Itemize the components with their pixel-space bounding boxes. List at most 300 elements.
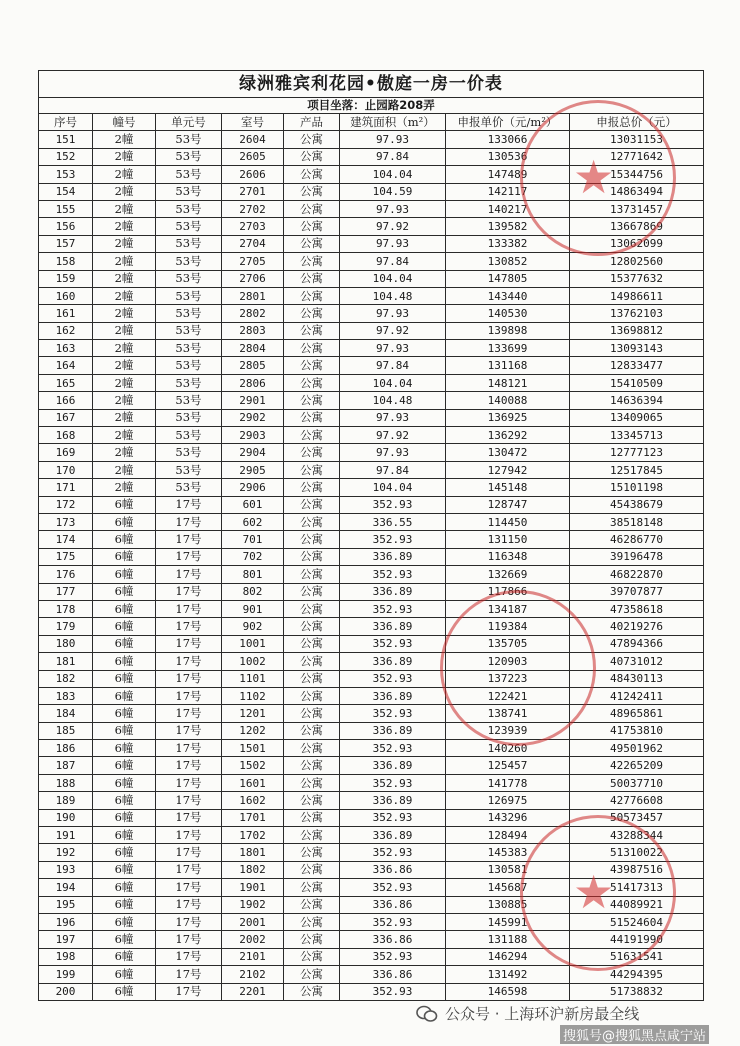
table-cell: 104.48 — [340, 392, 446, 409]
table-cell: 1001 — [222, 635, 284, 652]
table-cell: 167 — [39, 409, 93, 426]
table-cell: 公寓 — [284, 531, 340, 548]
table-cell: 53号 — [156, 374, 222, 391]
table-cell: 175 — [39, 548, 93, 565]
table-cell: 2幢 — [93, 270, 156, 287]
table-cell: 45438679 — [570, 496, 704, 513]
table-cell: 6幢 — [93, 896, 156, 913]
table-cell: 163 — [39, 340, 93, 357]
table-cell: 183 — [39, 687, 93, 704]
table-cell: 140530 — [446, 305, 570, 322]
table-cell: 352.93 — [340, 879, 446, 896]
table-cell: 43987516 — [570, 861, 704, 878]
table-row — [39, 409, 704, 426]
table-cell: 97.84 — [340, 148, 446, 165]
table-cell: 公寓 — [284, 844, 340, 861]
table-cell: 公寓 — [284, 548, 340, 565]
table-cell: 41753810 — [570, 722, 704, 739]
table-cell: 公寓 — [284, 166, 340, 183]
table-row — [39, 253, 704, 270]
table-cell: 公寓 — [284, 827, 340, 844]
table-cell: 130581 — [446, 861, 570, 878]
table-cell: 12517845 — [570, 461, 704, 478]
table-cell: 147805 — [446, 270, 570, 287]
table-cell: 2幢 — [93, 183, 156, 200]
table-row — [39, 740, 704, 757]
table-cell: 155 — [39, 200, 93, 217]
table-cell: 14863494 — [570, 183, 704, 200]
table-cell: 6幢 — [93, 705, 156, 722]
table-cell: 公寓 — [284, 618, 340, 635]
table-cell: 2幢 — [93, 305, 156, 322]
table-cell: 公寓 — [284, 653, 340, 670]
column-header: 室号 — [222, 114, 284, 131]
table-cell: 2幢 — [93, 148, 156, 165]
table-cell: 104.48 — [340, 287, 446, 304]
table-cell: 50573457 — [570, 809, 704, 826]
table-cell: 13667869 — [570, 218, 704, 235]
table-cell: 171 — [39, 479, 93, 496]
table-cell: 公寓 — [284, 722, 340, 739]
table-cell: 公寓 — [284, 670, 340, 687]
table-cell: 128494 — [446, 827, 570, 844]
table-cell: 49501962 — [570, 740, 704, 757]
table-cell: 126975 — [446, 792, 570, 809]
table-cell: 17号 — [156, 687, 222, 704]
table-cell: 1601 — [222, 774, 284, 791]
table-cell: 2702 — [222, 200, 284, 217]
table-cell: 145991 — [446, 913, 570, 930]
table-cell: 176 — [39, 566, 93, 583]
table-cell: 13062099 — [570, 235, 704, 252]
table-cell: 2905 — [222, 461, 284, 478]
table-cell: 公寓 — [284, 287, 340, 304]
table-cell: 13698812 — [570, 322, 704, 339]
table-cell: 336.86 — [340, 861, 446, 878]
table-cell: 50037710 — [570, 774, 704, 791]
table-cell: 17号 — [156, 913, 222, 930]
table-cell: 6幢 — [93, 583, 156, 600]
table-cell: 40731012 — [570, 653, 704, 670]
table-cell: 352.93 — [340, 948, 446, 965]
table-cell: 13762103 — [570, 305, 704, 322]
table-cell: 123939 — [446, 722, 570, 739]
table-cell: 公寓 — [284, 322, 340, 339]
table-cell: 2606 — [222, 166, 284, 183]
table-cell: 53号 — [156, 427, 222, 444]
table-row — [39, 357, 704, 374]
table-cell: 143296 — [446, 809, 570, 826]
table-cell: 352.93 — [340, 809, 446, 826]
table-cell: 190 — [39, 809, 93, 826]
table-cell: 42776608 — [570, 792, 704, 809]
table-cell: 352.93 — [340, 740, 446, 757]
table-cell: 1702 — [222, 827, 284, 844]
table-cell: 17号 — [156, 827, 222, 844]
table-cell: 53号 — [156, 305, 222, 322]
table-cell: 189 — [39, 792, 93, 809]
table-cell: 公寓 — [284, 635, 340, 652]
table-cell: 196 — [39, 913, 93, 930]
table-cell: 公寓 — [284, 270, 340, 287]
table-cell: 17号 — [156, 600, 222, 617]
table-cell: 17号 — [156, 496, 222, 513]
table-cell: 802 — [222, 583, 284, 600]
table-cell: 公寓 — [284, 148, 340, 165]
table-cell: 97.92 — [340, 218, 446, 235]
table-cell: 53号 — [156, 287, 222, 304]
table-row — [39, 618, 704, 635]
table-cell: 51738832 — [570, 983, 704, 1000]
table-cell: 53号 — [156, 253, 222, 270]
table-cell: 188 — [39, 774, 93, 791]
table-cell: 17号 — [156, 635, 222, 652]
table-cell: 352.93 — [340, 705, 446, 722]
table-cell: 135705 — [446, 635, 570, 652]
table-cell: 17号 — [156, 740, 222, 757]
sohu-watermark: 搜狐号@搜狐黑点咸宁站 — [560, 1025, 709, 1044]
table-row — [39, 287, 704, 304]
table-cell: 公寓 — [284, 392, 340, 409]
table-cell: 公寓 — [284, 879, 340, 896]
table-cell: 901 — [222, 600, 284, 617]
table-cell: 186 — [39, 740, 93, 757]
table-cell: 97.84 — [340, 253, 446, 270]
table-cell: 132669 — [446, 566, 570, 583]
table-cell: 97.93 — [340, 340, 446, 357]
table-cell: 53号 — [156, 479, 222, 496]
table-cell: 131150 — [446, 531, 570, 548]
table-cell: 1501 — [222, 740, 284, 757]
table-cell: 116348 — [446, 548, 570, 565]
table-cell: 6幢 — [93, 861, 156, 878]
table-cell: 352.93 — [340, 983, 446, 1000]
table-cell: 17号 — [156, 983, 222, 1000]
table-cell: 2幢 — [93, 253, 156, 270]
table-row — [39, 566, 704, 583]
table-cell: 184 — [39, 705, 93, 722]
table-cell: 公寓 — [284, 809, 340, 826]
table-cell: 158 — [39, 253, 93, 270]
table-cell: 97.84 — [340, 461, 446, 478]
table-cell: 2幢 — [93, 392, 156, 409]
table-cell: 53号 — [156, 409, 222, 426]
table-cell: 2902 — [222, 409, 284, 426]
table-cell: 43288344 — [570, 827, 704, 844]
table-cell: 2101 — [222, 948, 284, 965]
table-cell: 164 — [39, 357, 93, 374]
table-cell: 336.89 — [340, 548, 446, 565]
table-cell: 336.89 — [340, 827, 446, 844]
table-cell: 130885 — [446, 896, 570, 913]
table-row — [39, 131, 704, 148]
table-row — [39, 809, 704, 826]
table-cell: 6幢 — [93, 983, 156, 1000]
table-cell: 2906 — [222, 479, 284, 496]
table-cell: 6幢 — [93, 722, 156, 739]
table-cell: 336.89 — [340, 618, 446, 635]
table-cell: 1101 — [222, 670, 284, 687]
table-cell: 2幢 — [93, 287, 156, 304]
table-cell: 2903 — [222, 427, 284, 444]
table-cell: 179 — [39, 618, 93, 635]
table-cell: 1901 — [222, 879, 284, 896]
table-cell: 53号 — [156, 270, 222, 287]
table-cell: 133699 — [446, 340, 570, 357]
table-cell: 公寓 — [284, 357, 340, 374]
table-row — [39, 427, 704, 444]
table-cell: 181 — [39, 653, 93, 670]
table-cell: 公寓 — [284, 774, 340, 791]
table-cell: 公寓 — [284, 983, 340, 1000]
table-cell: 97.92 — [340, 322, 446, 339]
table-cell: 公寓 — [284, 461, 340, 478]
table-row — [39, 931, 704, 948]
table-row — [39, 479, 704, 496]
table-cell: 352.93 — [340, 600, 446, 617]
table-cell: 2901 — [222, 392, 284, 409]
table-cell: 53号 — [156, 392, 222, 409]
table-cell: 137223 — [446, 670, 570, 687]
table-cell: 336.89 — [340, 687, 446, 704]
table-row — [39, 966, 704, 983]
table-cell: 17号 — [156, 513, 222, 530]
table-cell: 2201 — [222, 983, 284, 1000]
table-cell: 2704 — [222, 235, 284, 252]
table-cell: 6幢 — [93, 792, 156, 809]
table-cell: 2幢 — [93, 131, 156, 148]
table-cell: 公寓 — [284, 409, 340, 426]
table-cell: 177 — [39, 583, 93, 600]
table-cell: 6幢 — [93, 879, 156, 896]
table-cell: 145383 — [446, 844, 570, 861]
table-row — [39, 183, 704, 200]
table-cell: 2904 — [222, 444, 284, 461]
table-cell: 15344756 — [570, 166, 704, 183]
table-row — [39, 461, 704, 478]
table-cell: 6幢 — [93, 687, 156, 704]
table-cell: 701 — [222, 531, 284, 548]
table-row — [39, 879, 704, 896]
table-cell: 2幢 — [93, 479, 156, 496]
table-cell: 17号 — [156, 948, 222, 965]
table-cell: 13731457 — [570, 200, 704, 217]
table-cell: 185 — [39, 722, 93, 739]
table-cell: 2幢 — [93, 322, 156, 339]
table-cell: 97.93 — [340, 235, 446, 252]
table-cell: 6幢 — [93, 635, 156, 652]
table-cell: 53号 — [156, 357, 222, 374]
table-cell: 1802 — [222, 861, 284, 878]
table-cell: 42265209 — [570, 757, 704, 774]
table-cell: 53号 — [156, 166, 222, 183]
table-cell: 公寓 — [284, 948, 340, 965]
table-cell: 352.93 — [340, 670, 446, 687]
table-cell: 2幢 — [93, 409, 156, 426]
table-cell: 1102 — [222, 687, 284, 704]
table-cell: 97.93 — [340, 409, 446, 426]
table-cell: 97.92 — [340, 427, 446, 444]
table-row — [39, 844, 704, 861]
table-cell: 2604 — [222, 131, 284, 148]
table-cell: 162 — [39, 322, 93, 339]
table-cell: 97.93 — [340, 305, 446, 322]
table-cell: 146294 — [446, 948, 570, 965]
table-cell: 公寓 — [284, 200, 340, 217]
seal-star-icon: ★ — [573, 865, 615, 919]
table-cell: 53号 — [156, 183, 222, 200]
table-cell: 104.04 — [340, 479, 446, 496]
wechat-icon — [415, 1005, 439, 1023]
table-cell: 48430113 — [570, 670, 704, 687]
table-cell: 39196478 — [570, 548, 704, 565]
table-cell: 6幢 — [93, 496, 156, 513]
table-cell: 169 — [39, 444, 93, 461]
table-cell: 194 — [39, 879, 93, 896]
table-cell: 133382 — [446, 235, 570, 252]
table-cell: 200 — [39, 983, 93, 1000]
table-cell: 139898 — [446, 322, 570, 339]
table-cell: 公寓 — [284, 444, 340, 461]
table-cell: 2102 — [222, 966, 284, 983]
table-cell: 352.93 — [340, 774, 446, 791]
table-cell: 182 — [39, 670, 93, 687]
table-cell: 192 — [39, 844, 93, 861]
table-cell: 6幢 — [93, 757, 156, 774]
table-cell: 130852 — [446, 253, 570, 270]
table-cell: 801 — [222, 566, 284, 583]
table-cell: 6幢 — [93, 913, 156, 930]
table-cell: 151 — [39, 131, 93, 148]
table-cell: 53号 — [156, 218, 222, 235]
table-cell: 公寓 — [284, 496, 340, 513]
table-cell: 104.04 — [340, 166, 446, 183]
table-row — [39, 600, 704, 617]
table-cell: 46286770 — [570, 531, 704, 548]
table-cell: 53号 — [156, 444, 222, 461]
table-cell: 公寓 — [284, 305, 340, 322]
table-row — [39, 583, 704, 600]
table-title: 绿洲雅宾利花园•傲庭一房一价表 — [39, 71, 704, 98]
table-cell: 40219276 — [570, 618, 704, 635]
table-cell: 352.93 — [340, 496, 446, 513]
table-cell: 131188 — [446, 931, 570, 948]
table-header-row — [39, 114, 704, 131]
table-cell: 148121 — [446, 374, 570, 391]
table-cell: 12771642 — [570, 148, 704, 165]
table-row — [39, 948, 704, 965]
table-row — [39, 705, 704, 722]
column-header: 申报单价（元/m²） — [446, 114, 570, 131]
table-cell: 38518148 — [570, 513, 704, 530]
table-cell: 48965861 — [570, 705, 704, 722]
table-cell: 702 — [222, 548, 284, 565]
table-cell: 15410509 — [570, 374, 704, 391]
table-cell: 156 — [39, 218, 93, 235]
table-cell: 2705 — [222, 253, 284, 270]
table-cell: 2幢 — [93, 427, 156, 444]
table-cell: 197 — [39, 931, 93, 948]
table-cell: 2701 — [222, 183, 284, 200]
table-cell: 6幢 — [93, 653, 156, 670]
table-cell: 53号 — [156, 322, 222, 339]
table-cell: 170 — [39, 461, 93, 478]
table-cell: 191 — [39, 827, 93, 844]
table-cell: 97.93 — [340, 200, 446, 217]
table-cell: 145687 — [446, 879, 570, 896]
table-cell: 6幢 — [93, 809, 156, 826]
table-cell: 15101198 — [570, 479, 704, 496]
table-cell: 53号 — [156, 148, 222, 165]
table-cell: 6幢 — [93, 600, 156, 617]
table-row — [39, 513, 704, 530]
table-cell: 2幢 — [93, 218, 156, 235]
table-cell: 97.93 — [340, 131, 446, 148]
table-cell: 143440 — [446, 287, 570, 304]
table-cell: 2幢 — [93, 340, 156, 357]
table-cell: 17号 — [156, 809, 222, 826]
table-cell: 157 — [39, 235, 93, 252]
table-cell: 1701 — [222, 809, 284, 826]
table-cell: 公寓 — [284, 427, 340, 444]
table-cell: 44191990 — [570, 931, 704, 948]
table-cell: 6幢 — [93, 548, 156, 565]
table-cell: 97.93 — [340, 444, 446, 461]
table-cell: 13345713 — [570, 427, 704, 444]
table-cell: 17号 — [156, 531, 222, 548]
table-row — [39, 148, 704, 165]
table-row — [39, 548, 704, 565]
table-cell: 6幢 — [93, 827, 156, 844]
table-row — [39, 496, 704, 513]
table-cell: 166 — [39, 392, 93, 409]
table-cell: 142117 — [446, 183, 570, 200]
column-header: 申报总价（元） — [570, 114, 704, 131]
table-cell: 1502 — [222, 757, 284, 774]
footer-account — [415, 1003, 639, 1024]
table-cell: 902 — [222, 618, 284, 635]
table-cell: 336.89 — [340, 757, 446, 774]
table-cell: 174 — [39, 531, 93, 548]
table-cell: 159 — [39, 270, 93, 287]
table-row — [39, 827, 704, 844]
table-cell: 601 — [222, 496, 284, 513]
table-cell: 2幢 — [93, 357, 156, 374]
table-cell: 2幢 — [93, 166, 156, 183]
table-cell: 178 — [39, 600, 93, 617]
table-cell: 公寓 — [284, 931, 340, 948]
table-cell: 104.04 — [340, 374, 446, 391]
table-cell: 12802560 — [570, 253, 704, 270]
table-cell: 140260 — [446, 740, 570, 757]
table-cell: 公寓 — [284, 583, 340, 600]
table-cell: 168 — [39, 427, 93, 444]
table-cell: 134187 — [446, 600, 570, 617]
table-cell: 6幢 — [93, 618, 156, 635]
table-cell: 1801 — [222, 844, 284, 861]
table-cell: 公寓 — [284, 687, 340, 704]
column-header: 幢号 — [93, 114, 156, 131]
table-row — [39, 322, 704, 339]
table-cell: 17号 — [156, 844, 222, 861]
table-cell: 336.89 — [340, 583, 446, 600]
table-cell: 17号 — [156, 931, 222, 948]
table-row — [39, 392, 704, 409]
table-cell: 140217 — [446, 200, 570, 217]
table-cell: 336.86 — [340, 966, 446, 983]
table-row — [39, 896, 704, 913]
table-cell: 153 — [39, 166, 93, 183]
